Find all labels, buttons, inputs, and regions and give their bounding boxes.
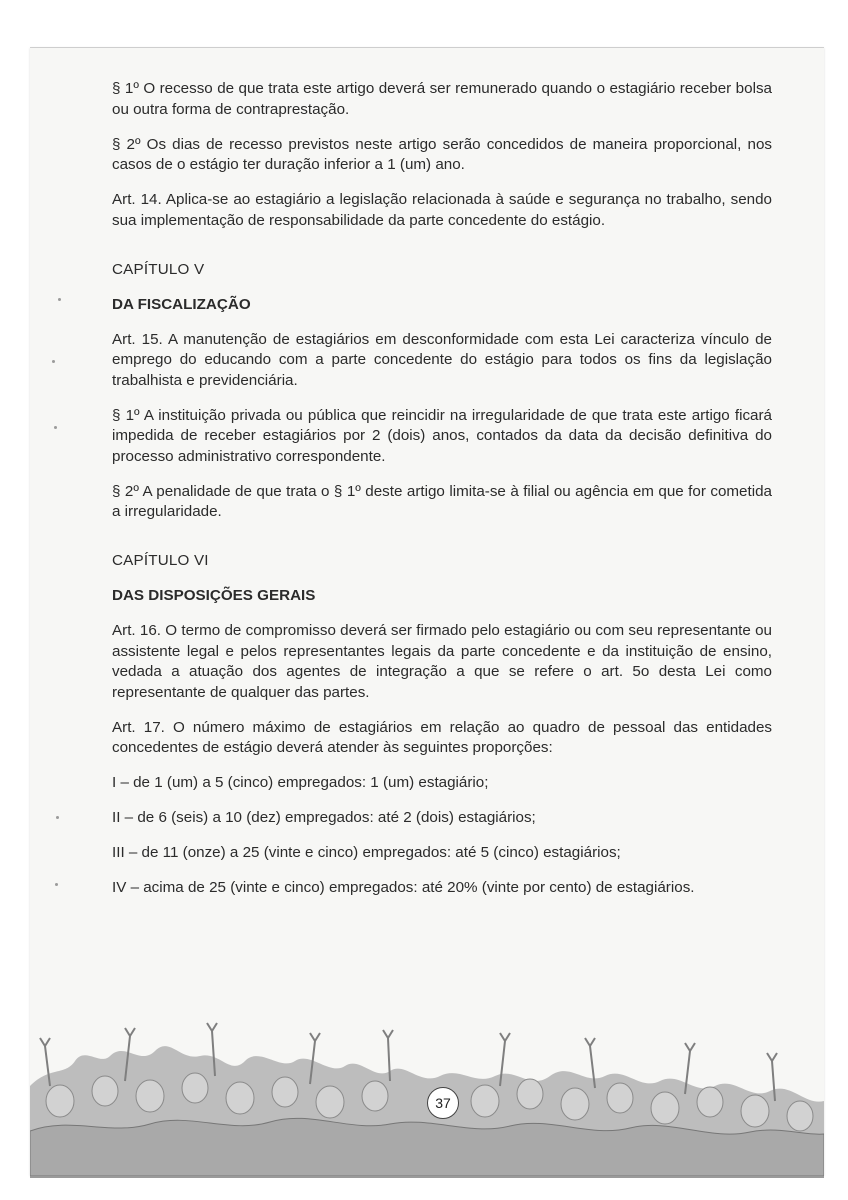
paragraph-art17-item2: II – de 6 (seis) a 10 (dez) empregados: até 2 (dois) estagiários; [112, 809, 536, 826]
section-title-disposicoes-gerais: DAS DISPOSIÇÕES GERAIS [112, 587, 316, 604]
paragraph-art15: Art. 15. A manutenção de estagiários em desconformidade com esta Lei caracteriza vínculo de emprego do educando com a parte concedente do estágio para todos os fins da legislação trabalhista e previdenciária. [112, 330, 772, 389]
paragraph-art17-item4: IV – acima de 25 (vinte e cinco) empregados: até 20% (vinte por cento) de estagiários. [112, 879, 695, 896]
scan-speck [54, 426, 57, 429]
paragraph-art17: Art. 17. O número máximo de estagiários em relação ao quadro de pessoal das entidades concedentes de estágio deverá atender às seguintes proporções: [112, 718, 772, 756]
crowd-illustration [30, 1006, 824, 1176]
paragraph-art15-par2: § 2º A penalidade de que trata o § 1º deste artigo limita-se à filial ou agência em que for cometida a irregularidade. [112, 482, 772, 520]
paragraph-art14: Art. 14. Aplica-se ao estagiário a legislação relacionada à saúde e segurança no trabalho, sendo sua implementação de responsabilidade da parte concedente do estágio. [112, 191, 772, 229]
chapter-heading-5: CAPÍTULO V [112, 260, 205, 278]
chapter-heading-6: CAPÍTULO VI [112, 552, 209, 569]
paragraph-art13-par1: § 1º O recesso de que trata este artigo deverá ser remunerado quando o estagiário receber bolsa ou outra forma de contraprestação. [112, 80, 772, 118]
scan-speck [52, 360, 55, 363]
paragraph-art13-par2: § 2º Os dias de recesso previstos neste artigo serão concedidos de maneira proporcional, nos casos de o estágio ter duração inferior a 1 (um) ano. [112, 135, 772, 173]
scan-speck [56, 816, 59, 819]
paragraph-art16: Art. 16. O termo de compromisso deverá ser firmado pelo estagiário ou com seu representante ou assistente legal e pelos representantes legais da parte concedente e da instituição de ensino, vedada a atuação dos agentes de integração a que se refere o art. 5o desta Lei como representante de qualquer das partes. [112, 622, 772, 701]
page-edge-bottom [30, 1176, 824, 1178]
paragraph-art15-par1: § 1º A instituição privada ou pública que reincidir na irregularidade de que trata este artigo ficará impedida de receber estagiários por 2 (dois) anos, contados da data da decisão definitiva do processo administrativo correspondente. [112, 406, 772, 465]
document-body [112, 79, 772, 913]
paragraph-art17-item1: I – de 1 (um) a 5 (cinco) empregados: 1 (um) estagiário; [112, 774, 489, 791]
scan-speck [58, 298, 61, 301]
scan-speck [55, 883, 58, 886]
page-number: 37 [427, 1087, 459, 1119]
section-title-fiscalizacao: DA FISCALIZAÇÃO [112, 295, 251, 313]
paragraph-art17-item3: III – de 11 (onze) a 25 (vinte e cinco) empregados: até 5 (cinco) estagiários; [112, 844, 621, 861]
